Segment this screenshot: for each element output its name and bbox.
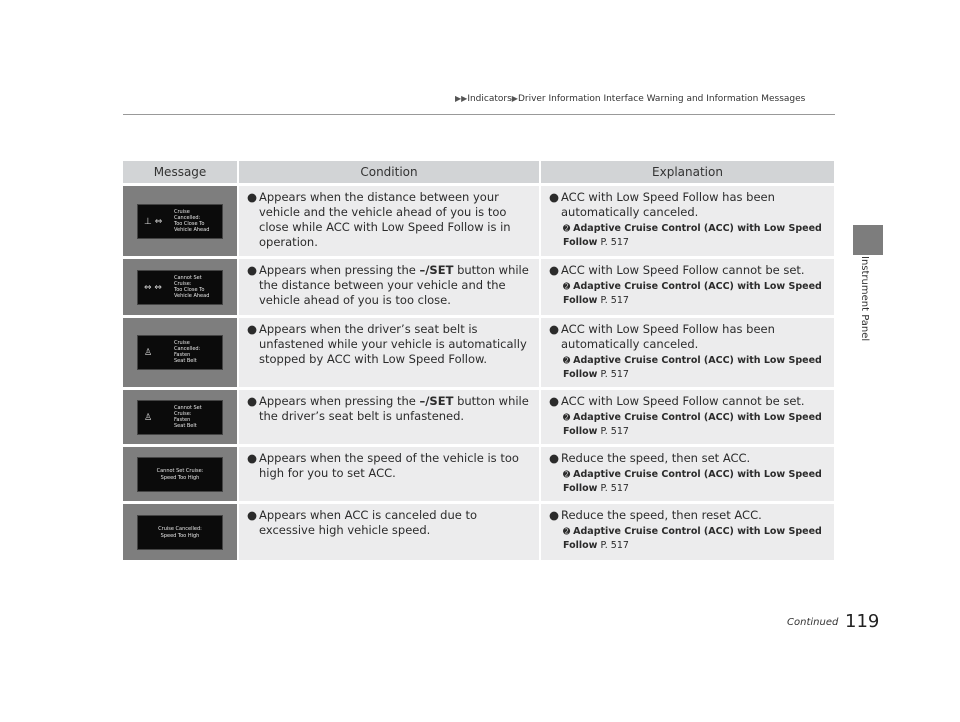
bullet-icon: ● <box>549 394 560 408</box>
bullet-icon: ● <box>549 263 560 277</box>
condition-text: Appears when the driver’s seat belt is unfastened while your vehicle is automatically stopped by ACC with Low Speed Follow. <box>259 322 527 366</box>
message-image <box>123 447 237 501</box>
reference-icon: ➋ <box>563 413 571 423</box>
bullet-icon: ● <box>549 451 560 465</box>
continued-label: Continued <box>787 617 839 628</box>
table-header-row <box>123 161 834 183</box>
reference-link[interactable]: ➋ Adaptive Cruise Control (ACC) with Low Speed Follow P. 517 <box>563 223 822 248</box>
bullet-icon: ● <box>247 451 258 465</box>
condition-text: Appears when pressing the –/SET button while the distance between your vehicle and the vehicle ahead of you is too close. <box>259 263 529 307</box>
display-screen <box>137 400 223 435</box>
display-screen <box>137 270 223 305</box>
breadcrumb-item[interactable]: Indicators <box>467 94 512 104</box>
page-number: 119 <box>845 611 880 632</box>
breadcrumb-item[interactable]: Driver Information Interface Warning and Information Messages <box>517 94 806 104</box>
screen-text: Cruise Cancelled: Fasten Seat Belt <box>174 340 201 364</box>
bullet-icon: ● <box>549 322 560 336</box>
car-distance-icon: ⊥ ⇔ <box>144 216 163 227</box>
message-image <box>123 390 237 444</box>
screen-text: Cruise Cancelled: Too Close To Vehicle Ahead <box>174 208 210 233</box>
seatbelt-icon: ♙ <box>144 412 153 423</box>
screen-text: Cruise Cancelled: Speed Too High <box>158 525 202 539</box>
message-image <box>123 186 237 256</box>
breadcrumb-arrow-icon: ▶ <box>511 94 518 103</box>
reference-link[interactable]: ➋ Adaptive Cruise Control (ACC) with Low Speed Follow P. 517 <box>563 526 822 551</box>
bullet-icon: ● <box>247 190 258 204</box>
screen-text: Cannot Set Cruise: Fasten Seat Belt <box>174 404 202 429</box>
seatbelt-icon: ♙ <box>144 348 153 358</box>
explanation-cell <box>539 318 834 387</box>
message-image <box>123 259 237 315</box>
screen-text: Cannot Set Cruise: Speed Too High <box>156 467 204 481</box>
explanation-cell <box>539 186 834 256</box>
bullet-icon: ● <box>247 263 258 277</box>
message-image <box>123 318 237 387</box>
column-header: Message <box>123 161 237 183</box>
header-rule <box>123 114 835 115</box>
message-image <box>123 504 237 560</box>
explanation-text: ACC with Low Speed Follow has been automatically canceled. <box>561 322 775 351</box>
table-row <box>123 186 834 256</box>
explanation-cell <box>539 259 834 315</box>
car-distance-icon: ⇔ ⇔ <box>144 282 162 293</box>
condition-text: Appears when the distance between your vehicle and the vehicle ahead of you is too close while ACC with Low Speed Follow is in operation. <box>259 190 511 249</box>
condition-cell <box>237 186 539 256</box>
condition-cell <box>237 318 539 387</box>
condition-text: Appears when ACC is canceled due to excessive high vehicle speed. <box>259 508 478 537</box>
screen-text: Cannot Set Cruise: Too Close To Vehicle Ahead <box>174 274 210 299</box>
explanation-cell <box>539 390 834 444</box>
side-label: Instrument Panel <box>859 256 870 342</box>
reference-link[interactable]: ➋ Adaptive Cruise Control (ACC) with Low Speed Follow P. 517 <box>563 469 822 494</box>
explanation-text: ACC with Low Speed Follow cannot be set. <box>561 263 805 277</box>
explanation-cell <box>539 504 834 560</box>
explanation-text: ACC with Low Speed Follow cannot be set. <box>561 394 805 408</box>
reference-icon: ➋ <box>563 356 571 366</box>
explanation-text: Reduce the speed, then reset ACC. <box>561 508 762 522</box>
breadcrumb <box>455 94 805 104</box>
reference-icon: ➋ <box>563 470 571 480</box>
table-row <box>123 318 834 387</box>
explanation-text: Reduce the speed, then set ACC. <box>561 451 751 465</box>
condition-text: Appears when pressing the –/SET button while the driver’s seat belt is unfastened. <box>259 394 529 423</box>
table-row <box>123 447 834 501</box>
explanation-text: ACC with Low Speed Follow has been automatically canceled. <box>561 190 775 219</box>
explanation-cell <box>539 447 834 501</box>
display-screen <box>137 204 223 239</box>
bullet-icon: ● <box>247 394 258 408</box>
reference-icon: ➋ <box>563 527 571 537</box>
reference-icon: ➋ <box>563 282 571 292</box>
condition-text: Appears when the speed of the vehicle is too high for you to set ACC. <box>259 451 519 480</box>
bullet-icon: ● <box>549 508 560 522</box>
side-tab-block <box>853 225 883 255</box>
message-table <box>123 158 834 563</box>
condition-cell <box>237 390 539 444</box>
bullet-icon: ● <box>247 508 258 522</box>
condition-cell <box>237 447 539 501</box>
condition-cell <box>237 504 539 560</box>
display-screen <box>137 457 223 492</box>
condition-cell <box>237 259 539 315</box>
column-header: Condition <box>237 161 539 183</box>
bullet-icon: ● <box>549 190 560 204</box>
display-screen <box>137 515 223 550</box>
column-header: Explanation <box>539 161 834 183</box>
reference-link[interactable]: ➋ Adaptive Cruise Control (ACC) with Low Speed Follow P. 517 <box>563 355 822 380</box>
bullet-icon: ● <box>247 322 258 336</box>
reference-link[interactable]: ➋ Adaptive Cruise Control (ACC) with Low Speed Follow P. 517 <box>563 412 822 437</box>
table-row <box>123 504 834 560</box>
display-screen <box>137 335 223 370</box>
table-row <box>123 390 834 444</box>
table-row <box>123 259 834 315</box>
reference-link[interactable]: ➋ Adaptive Cruise Control (ACC) with Low Speed Follow P. 517 <box>563 281 822 306</box>
breadcrumb-arrow-icon: ▶▶ <box>455 94 468 103</box>
reference-icon: ➋ <box>563 224 571 234</box>
